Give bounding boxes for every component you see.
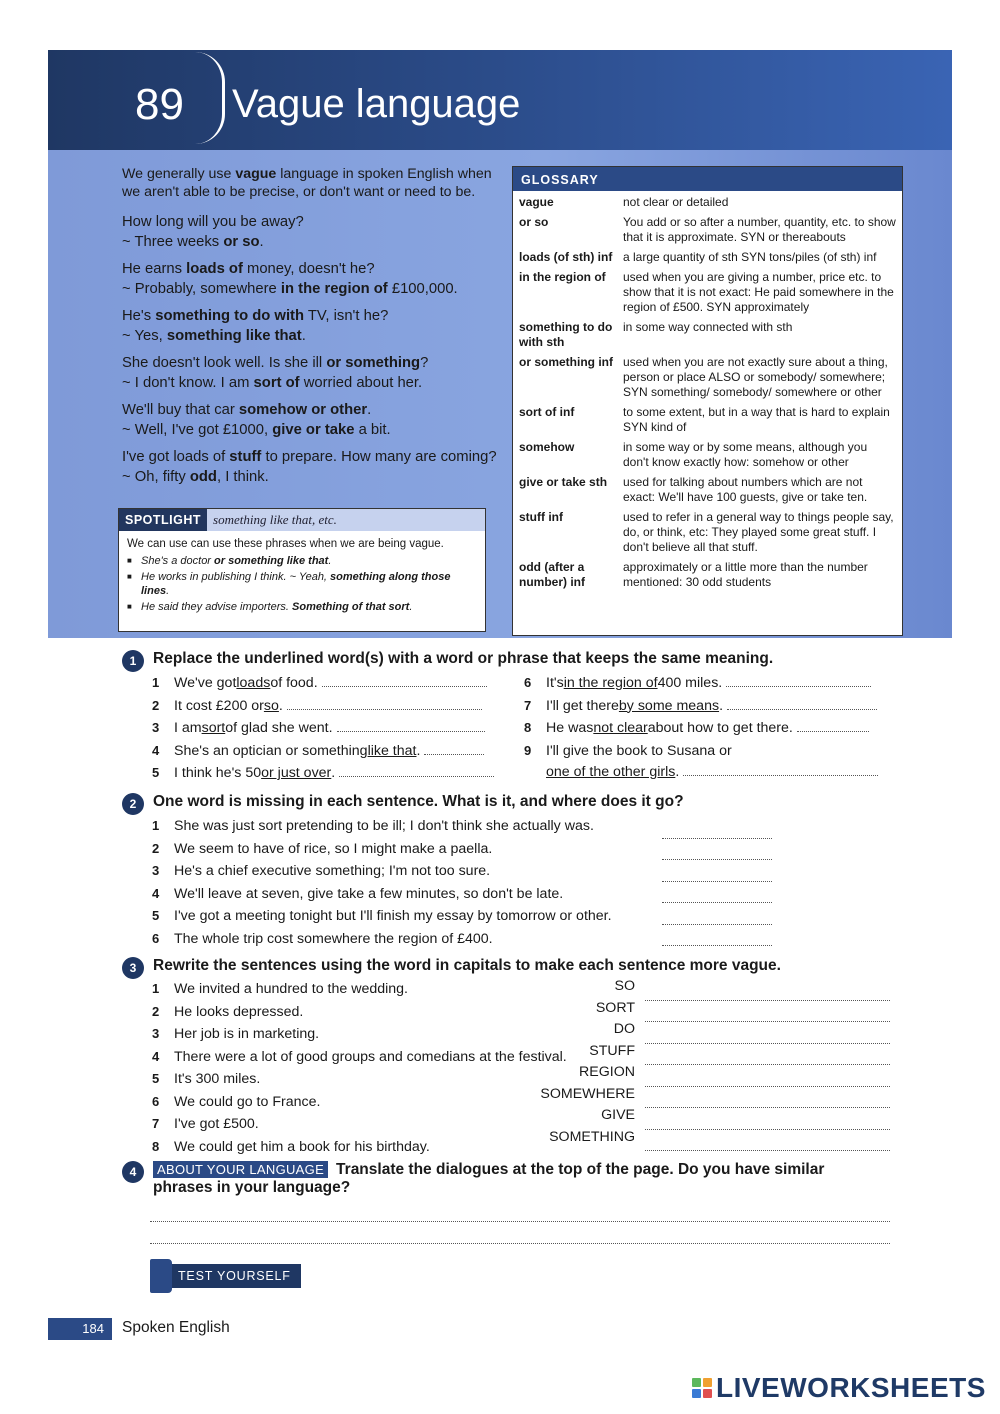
item-number: 9 [524,742,532,758]
dialogue: I've got loads of stuff to prepare. How many are coming? ~ Oh, fifty odd, I think. [122,449,497,485]
exercise-4-instruction-line1: Translate the dialogues at the top of the page. Do you have similar [336,1161,825,1178]
exercise-item: 2 It cost £200 or so . [152,695,512,718]
glossary-term: somehow [519,440,575,454]
glossary-entry [519,405,896,435]
exercise-number-badge: 3 [122,957,144,979]
answer-line[interactable] [797,718,869,732]
item-number: 8 [152,1138,160,1154]
exercise-item: 3 Her job is in marketing. [152,1023,642,1046]
liveworksheets-logo-icon [692,1378,712,1398]
exercise-item: 8 He was not clear about how to get there. [524,717,894,740]
example-dialogues [122,212,507,494]
glossary-definition: used when you are giving a number, price etc. to show that it is not exact: He paid somewhere in the region of £500. SYN approximately [623,270,894,314]
item-number: 5 [152,1071,160,1086]
answer-line[interactable] [662,903,772,925]
exercise-1-title [122,650,773,672]
underlined-phrase: by some means [618,697,720,714]
item-number: 4 [152,885,160,901]
item-number: 3 [152,720,160,735]
glossary-definition: You add or so after a number, quantity, etc. to show that it is approximate. SYN or thereabouts [623,215,896,244]
exercise-item: 2 We seem to have of rice, so I might make a paella. [152,838,652,861]
exercise-item: 8 We could get him a book for his birthday. [152,1136,642,1159]
glossary-definition: in some way connected with sth [623,320,793,334]
capital-keyword: DO [613,1021,635,1037]
item-number: 5 [152,908,160,923]
glossary-definition: used for talking about numbers which are not exact: We'll have 100 guests, give or take ten. [623,475,868,504]
answer-line[interactable] [645,1001,890,1023]
answer-line[interactable] [645,1044,890,1066]
underlined-phrase: loads [236,675,271,691]
exercise-item: 4 We'll leave at seven, give take a few minutes, so don't be late. [152,883,652,906]
answer-line[interactable] [662,882,772,904]
exercise-1-instruction: Replace the underlined word(s) with a word or phrase that keeps the same meaning. [153,650,774,667]
about-your-language-tag: ABOUT YOUR LANGUAGE [153,1161,328,1178]
underlined-phrase: so [263,697,279,714]
dialogue: She doesn't look well. Is she ill or something? ~ I don't know. I am sort of worried about her. [122,355,429,391]
spotlight-header [119,509,485,531]
glossary-term: sort of inf [519,405,575,419]
exercise-item: 3 I am sort of glad she went. [152,717,512,740]
spotlight-body [119,531,485,622]
underlined-phrase: in the region of [563,675,658,691]
answer-line[interactable] [150,1206,890,1222]
item-number: 2 [152,697,160,713]
item-number: 2 [152,1003,160,1019]
exercise-item: 6 We could go to France. [152,1091,642,1114]
capital-keyword: STUFF [589,1042,635,1059]
answer-line[interactable] [662,860,772,882]
glossary-term: give or take sth [519,475,608,489]
unit-title: Vague language [232,82,521,126]
answer-line[interactable] [727,696,877,710]
dialogue: He earns loads of money, doesn't he? ~ Probably, somewhere in the region of £100,000. [122,261,458,297]
book-icon [150,1259,172,1293]
exercise-item: 5 I think he's 50 or just over . [152,762,512,785]
answer-line[interactable] [322,673,487,687]
glossary-definition: not clear or detailed [623,195,729,209]
section-title: Spoken English [122,1319,230,1336]
glossary-term: or so [519,215,549,229]
answer-line[interactable] [424,741,484,755]
brand-name: LIVEWORKSHEETS [716,1372,986,1403]
item-number: 7 [152,1116,160,1131]
answer-line[interactable] [645,1108,890,1130]
underlined-phrase: like that [367,742,417,759]
exercise-number-badge: 2 [122,793,144,815]
answer-line[interactable] [662,839,772,861]
exercise-item: 7 I'll get there by some means . [524,695,894,718]
test-yourself-button[interactable] [150,1262,301,1290]
glossary-box [512,166,903,636]
spotlight-example: ■ He works in publishing I think. ~ Yeah, something along those lines. [127,570,477,598]
spotlight-tag: SPOTLIGHT [119,509,207,531]
capital-keyword: GIVE [601,1107,635,1123]
underlined-phrase: one of the other girls [546,764,676,780]
item-number: 6 [152,1093,160,1109]
exercise-2-instruction: One word is missing in each sentence. What is it, and where does it go? [153,793,684,810]
spotlight-example: ■ He said they advise importers. Something of that sort. [127,600,477,614]
exercise-item: 5 I've got a meeting tonight but I'll finish my essay by tomorrow or other. [152,905,652,928]
exercise-item: 7 I've got £500. [152,1113,642,1136]
spotlight-subtitle: something like that, etc. [207,509,485,531]
glossary-entry [519,475,896,505]
glossary-term: stuff inf [519,510,563,524]
glossary-definition: used when you are not exactly sure about a thing, person or place ALSO or somebody/ somewhere; SYN something/ somebody/ somewhere or other [623,355,888,399]
capital-keyword: REGION [579,1064,635,1080]
answer-line[interactable] [662,925,772,947]
answer-line[interactable] [662,817,772,839]
exercise-item: 1 We've got loads of food. [152,672,512,695]
item-number: 1 [152,818,160,833]
answer-line[interactable] [287,696,482,710]
answer-line[interactable] [150,1228,890,1244]
item-number: 3 [152,1026,160,1041]
exercise-1-right-column [524,672,894,784]
underlined-phrase: or just over [261,765,332,781]
glossary-entry [519,320,896,350]
capital-keyword: SOMEWHERE [540,1085,635,1102]
capital-keyword: SOMETHING [549,1128,635,1145]
item-number: 1 [152,981,160,996]
answer-line[interactable] [645,1087,890,1109]
underlined-phrase: not clear [593,720,648,736]
test-yourself-label: TEST YOURSELF [168,1264,301,1288]
exercise-item: one of the other girls . [524,762,894,784]
item-number: 3 [152,863,160,878]
exercise-item: 9 I'll give the book to Susana or [524,740,894,763]
answer-line[interactable] [339,763,494,777]
answer-line[interactable] [683,762,878,776]
item-number: 7 [524,697,532,713]
glossary-term: something to do with sth [519,320,613,349]
spotlight-intro: We can use can use these phrases when we are being vague. [127,538,444,550]
glossary-entry [519,215,896,245]
exercise-4-title [122,1161,882,1197]
glossary-entry [519,355,896,400]
glossary-definition: used to refer in a general way to things people say, do, or think, etc: They played some great stuff. I don't believe all that stuff. [623,510,894,554]
exercise-number-badge: 4 [122,1161,144,1183]
item-number: 6 [524,675,532,690]
glossary-term: vague [519,195,554,209]
glossary-definition: approximately or a little more than the number mentioned: 30 odd students [623,560,868,589]
exercise-item: 2 He looks depressed. [152,1001,642,1024]
item-number: 4 [152,1048,160,1064]
item-number: 5 [152,765,160,780]
item-number: 2 [152,840,160,856]
dialogue: We'll buy that car somehow or other. ~ Well, I've got £1000, give or take a bit. [122,402,391,438]
exercise-item: 6 The whole trip cost somewhere the region of £400. [152,928,652,951]
answer-line[interactable] [337,718,485,732]
capital-keyword: SO [614,978,635,994]
exercise-item: 3 He's a chief executive something; I'm not too sure. [152,860,652,883]
glossary-entry [519,270,896,315]
glossary-entry [519,440,896,470]
liveworksheets-brand [692,1372,986,1404]
glossary-heading: GLOSSARY [513,167,902,191]
item-number: 8 [524,720,532,735]
answer-line[interactable] [726,673,871,687]
exercise-3-title [122,957,781,979]
glossary-entries [513,191,902,599]
answer-line[interactable] [645,1065,890,1087]
glossary-entry [519,195,896,210]
glossary-term: odd (after a number) inf [519,560,585,589]
exercise-item: 5 It's 300 miles. [152,1068,642,1091]
glossary-term: loads (of sth) inf [519,250,613,264]
glossary-definition: a large quantity of sth SYN tons/piles (of sth) inf [623,250,877,264]
answer-line[interactable] [645,1022,890,1044]
unit-number: 89 [135,80,184,129]
spotlight-box [118,508,486,632]
page-number: 184 [48,1318,112,1340]
answer-line[interactable] [645,979,890,1001]
dialogue: How long will you be away? ~ Three weeks or so. [122,214,304,250]
exercise-item: 6 It's in the region of 400 miles. [524,672,894,695]
answer-line[interactable] [645,1130,890,1152]
glossary-entry [519,510,896,555]
exercise-item: 4 There were a lot of good groups and comedians at the festival. [152,1046,642,1069]
glossary-term: or something inf [519,355,613,369]
underlined-phrase: sort [201,720,226,736]
item-number: 4 [152,742,160,758]
glossary-term: in the region of [519,270,606,284]
exercise-4-instruction-line2: phrases in your language? [153,1179,351,1196]
item-number: 1 [152,675,160,690]
intro-text: We generally use vague language in spoken English when we aren't able to be precise, or don't want or need to be. [122,166,492,200]
exercise-1-left-column [152,672,512,785]
exercise-item: 1 She was just sort pretending to be ill; I don't think she actually was. [152,815,652,838]
exercise-2-title [122,793,684,815]
item-number: 6 [152,930,160,946]
dialogue: He's something to do with TV, isn't he? ~ Yes, something like that. [122,308,389,344]
glossary-definition: in some way or by some means, although you don't know exactly how: somehow or other [623,440,868,469]
glossary-definition: to some extent, but in a way that is hard to explain SYN kind of [623,405,890,434]
exercise-item: 4 She's an optician or something like that . [152,740,512,763]
glossary-entry [519,560,896,590]
exercise-item: 1 We invited a hundred to the wedding. [152,978,642,1001]
capital-keyword: SORT [595,999,635,1016]
exercise-3-instruction: Rewrite the sentences using the word in capitals to make each sentence more vague. [153,957,781,974]
spotlight-example: ■ She's a doctor or something like that. [127,554,477,568]
glossary-entry [519,250,896,265]
exercise-number-badge: 1 [122,650,144,672]
exercise-2-list [152,815,652,950]
